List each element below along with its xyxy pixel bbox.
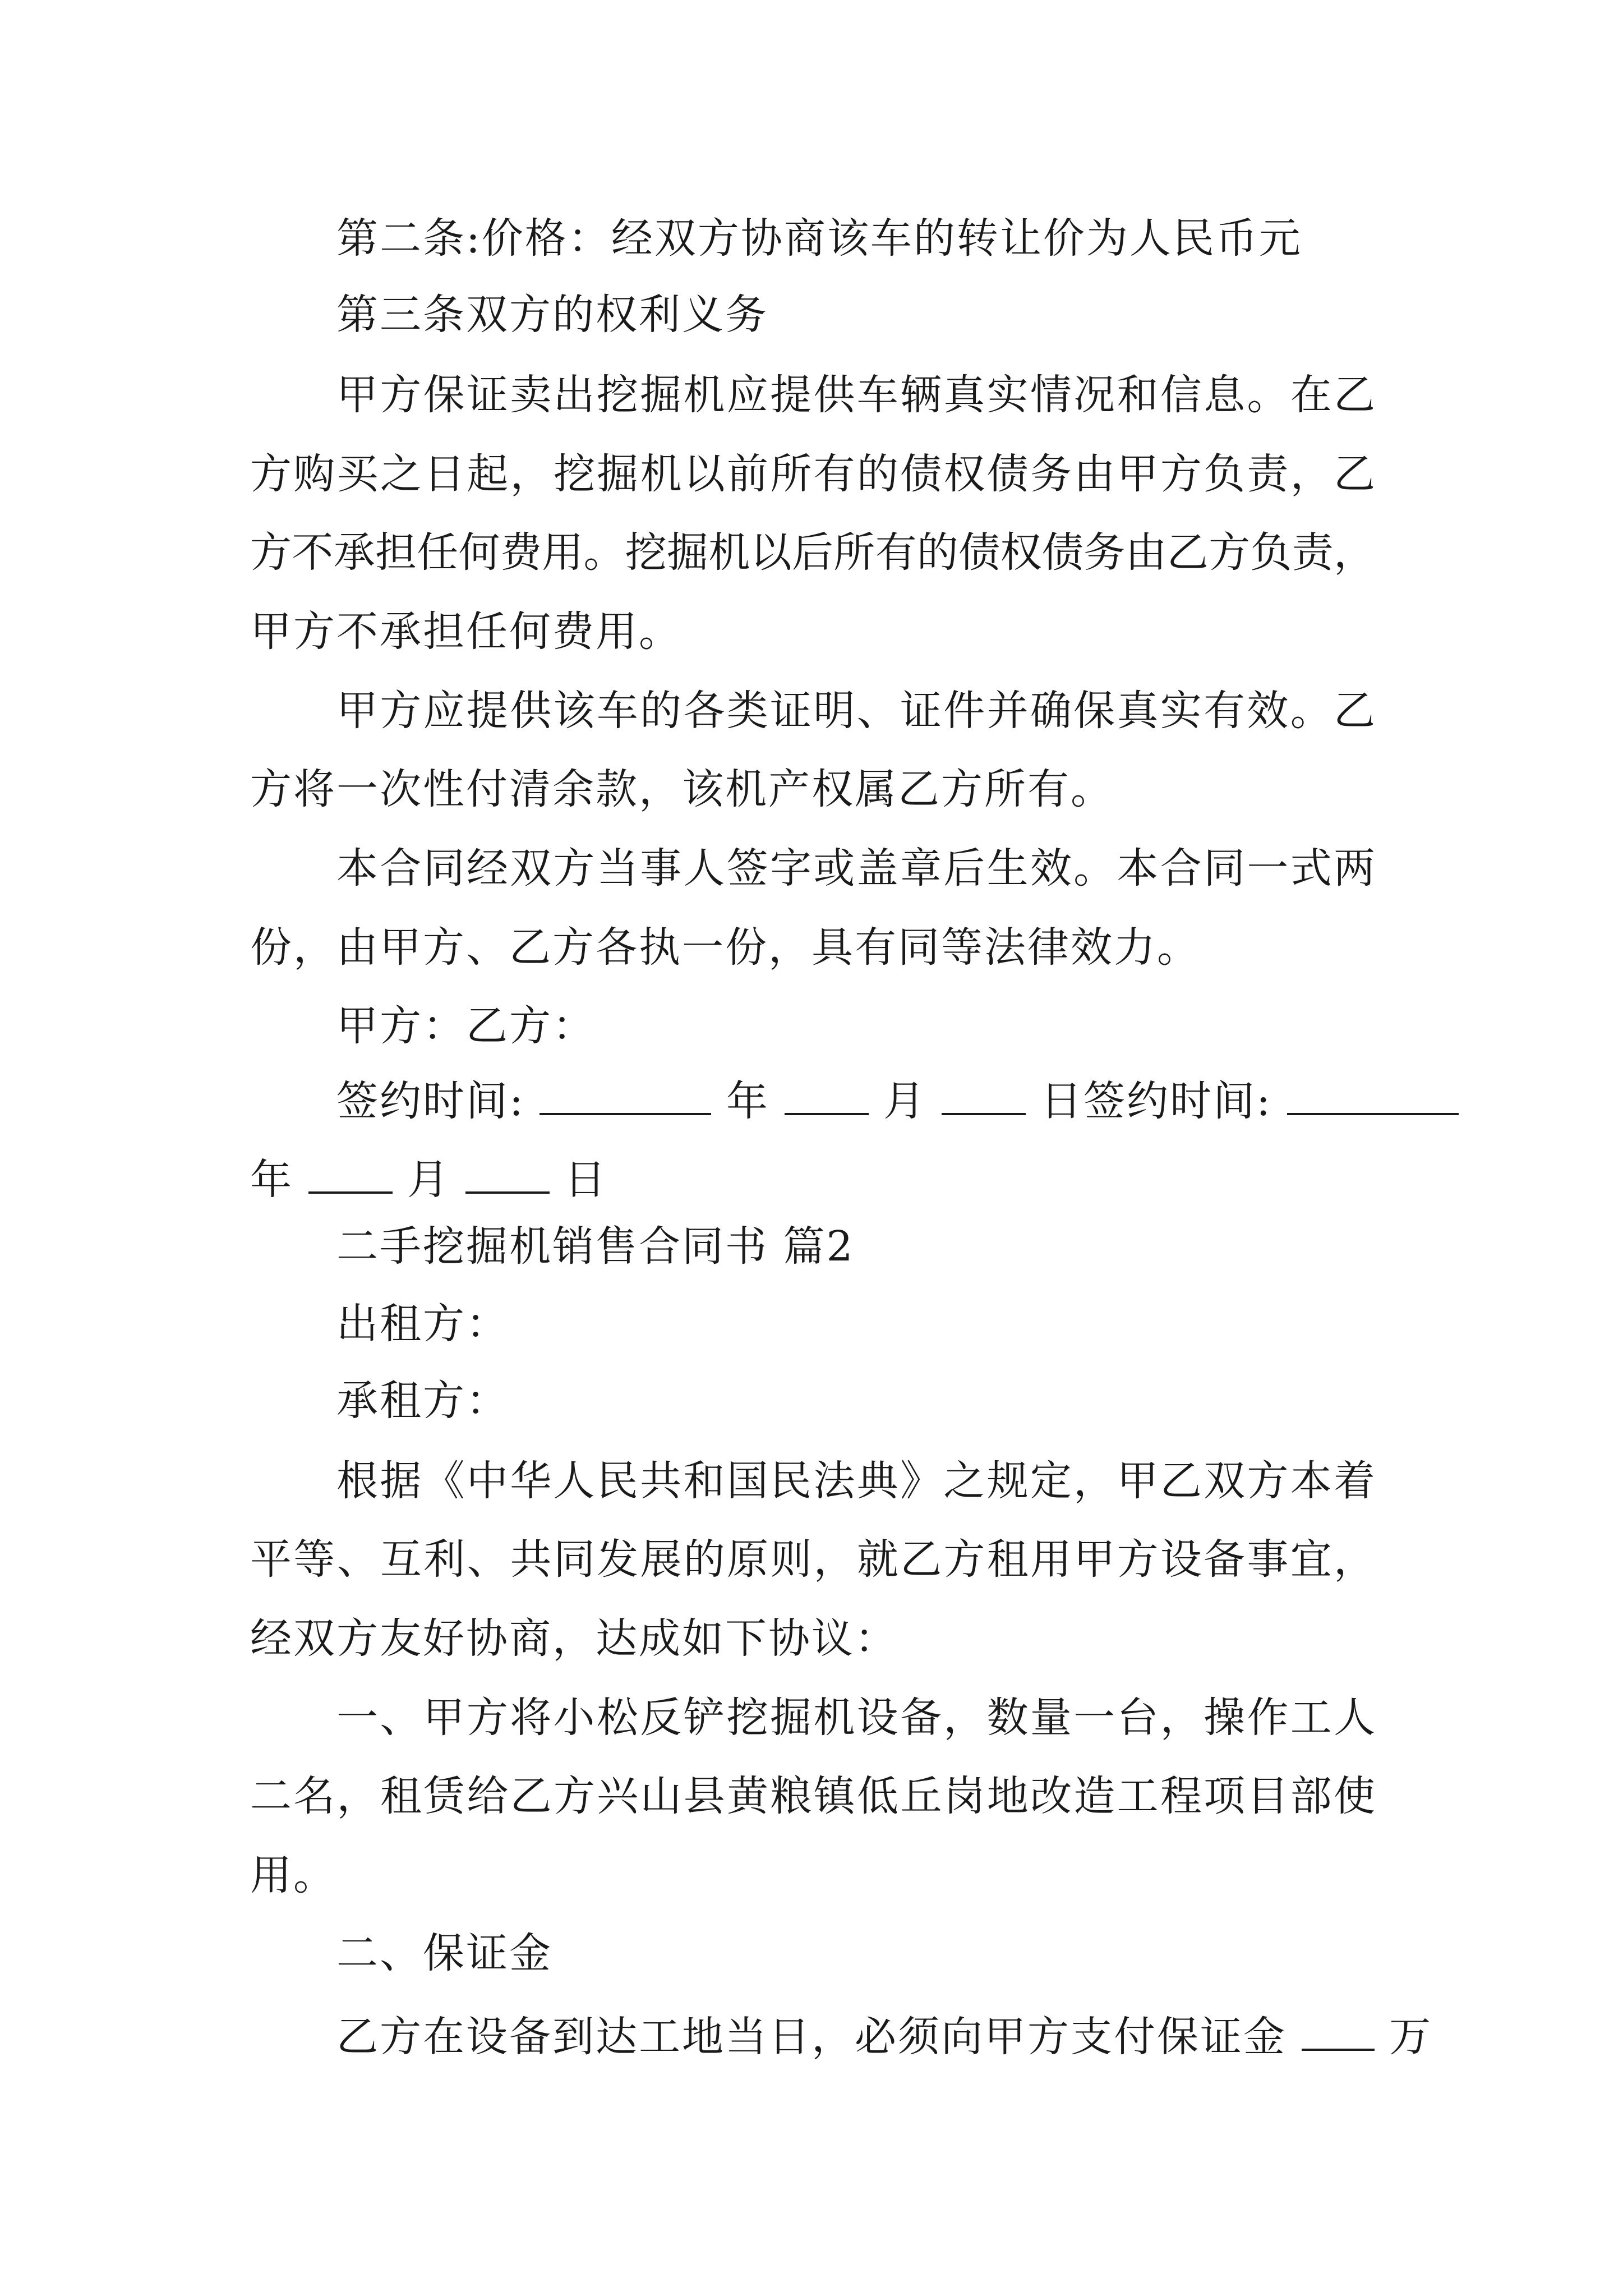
- blank-amount-field: [1302, 2012, 1375, 2051]
- paragraph-line: 方不承担任何费用。挖掘机以后所有的债权债务由乙方负责，: [250, 528, 1375, 577]
- paragraph-line: 甲方保证卖出挖掘机应提供车辆真实情况和信息。在乙: [336, 371, 1375, 419]
- paragraph-line: 甲方应提供该车的各类证明、证件并确保真实有效。乙: [336, 687, 1375, 735]
- paragraph-line: 方购买之日起，挖掘机以前所有的债权债务由甲方负责，乙: [250, 450, 1375, 498]
- month-label: 月: [883, 1077, 927, 1125]
- blank-year-field: [1287, 1076, 1459, 1115]
- clause-2-price: 第二条:价格：经双方协商该车的转让价为人民币元: [336, 214, 1302, 263]
- party-signature-labels: 甲方：乙方：: [336, 1002, 596, 1050]
- paragraph-line: 方将一次性付清余款，该机产权属乙方所有。: [250, 765, 1114, 813]
- blank-year-field: [540, 1076, 711, 1115]
- lessor-label: 出租方：: [336, 1300, 509, 1348]
- blank-month-field: [308, 1154, 393, 1194]
- deposit-unit: 万: [1389, 2013, 1433, 2061]
- paragraph-line: 根据《中华人民共和国民法典》之规定，甲乙双方本着: [336, 1457, 1375, 1505]
- paragraph-line: 平等、互利、共同发展的原则，就乙方租用甲方设备事宜，: [250, 1535, 1375, 1584]
- day-signing-time-label: 日签约时间:: [1040, 1077, 1272, 1125]
- day-label: 日: [564, 1156, 608, 1204]
- paragraph-line: 二名，租赁给乙方兴山县黄粮镇低丘岗地改造工程项目部使: [250, 1772, 1375, 1820]
- blank-day-field: [942, 1076, 1026, 1115]
- paragraph-line: 一、甲方将小松反铲挖掘机设备，数量一台，操作工人: [336, 1694, 1375, 1742]
- blank-day-field: [465, 1154, 550, 1194]
- signing-time-line: [336, 1076, 1459, 1125]
- blank-month-field: [785, 1076, 869, 1115]
- signing-date-line: [250, 1154, 608, 1204]
- year-label: 年: [726, 1077, 769, 1125]
- signing-time-label: 签约时间:: [336, 1077, 525, 1125]
- clause-deposit-heading: 二、保证金: [336, 1929, 552, 1977]
- year-label: 年: [250, 1156, 293, 1204]
- month-label: 月: [407, 1156, 451, 1204]
- section-title: 二手挖掘机销售合同书 篇2: [336, 1222, 855, 1271]
- paragraph-line: 份，由甲方、乙方各执一份，具有同等法律效力。: [250, 923, 1200, 972]
- paragraph-line: 甲方不承担任何费用。: [250, 608, 682, 656]
- paragraph-line: 用。: [250, 1851, 336, 1899]
- clause-3-heading: 第三条双方的权利义务: [336, 291, 768, 339]
- lessee-label: 承租方：: [336, 1377, 509, 1425]
- deposit-line: [336, 2012, 1433, 2061]
- paragraph-line: 经双方友好协商，达成如下协议：: [250, 1614, 898, 1663]
- paragraph-line: 本合同经双方当事人签字或盖章后生效。本合同一式两: [336, 844, 1375, 892]
- deposit-text: 乙方在设备到达工地当日，必须向甲方支付保证金: [336, 2013, 1287, 2061]
